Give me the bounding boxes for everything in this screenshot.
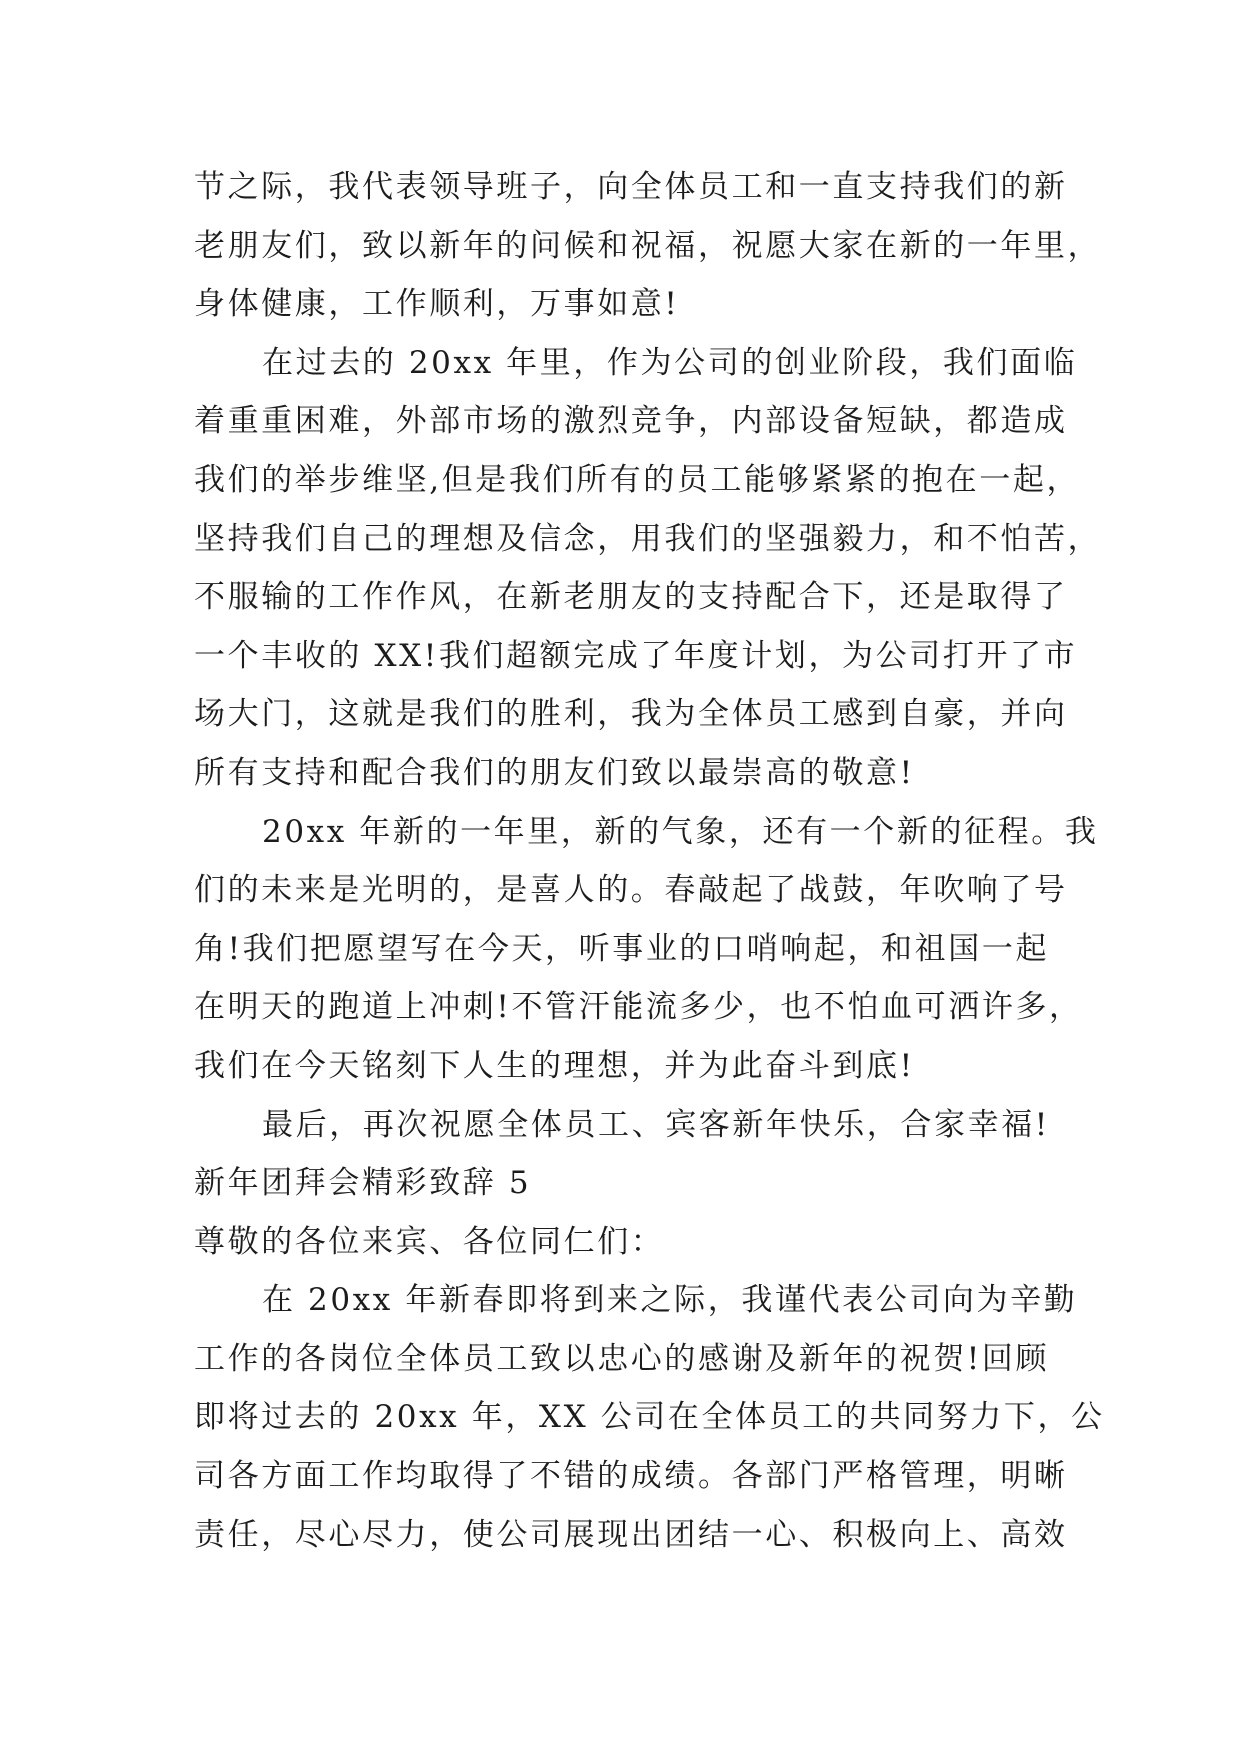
text-line: 场大门，这就是我们的胜利，我为全体员工感到自豪，并向 xyxy=(194,696,1068,733)
section-heading: 新年团拜会精彩致辞 5 xyxy=(194,1165,532,1202)
document-body xyxy=(194,158,1105,1564)
text-line: 我们在今天铭刻下人生的理想，并为此奋斗到底! xyxy=(194,1047,915,1084)
text-line: 在过去的 20xx 年里，作为公司的创业阶段，我们面临 xyxy=(262,344,1078,381)
text-line: 在明天的跑道上冲刺!不管汗能流多少，也不怕血可洒许多， xyxy=(194,989,1083,1026)
text-line: 着重重困难，外部市场的激烈竞争，内部设备短缺，都造成 xyxy=(194,403,1068,440)
text-line: 20xx 年新的一年里，新的气象，还有一个新的征程。我 xyxy=(262,813,1099,850)
text-line: 司各方面工作均取得了不错的成绩。各部门严格管理，明晰 xyxy=(194,1458,1068,1495)
text-line: 工作的各岗位全体员工致以忠心的感谢及新年的祝贺!回顾 xyxy=(194,1340,1050,1377)
text-line: 坚持我们自己的理想及信念，用我们的坚强毅力，和不怕苦， xyxy=(194,520,1102,557)
text-line: 角!我们把愿望写在今天，听事业的口哨响起，和祖国一起 xyxy=(194,930,1050,967)
text-line: 责任，尽心尽力，使公司展现出团结一心、积极向上、高效 xyxy=(194,1516,1068,1553)
salutation: 尊敬的各位来宾、各位同仁们： xyxy=(194,1223,665,1260)
text-line: 不服输的工作作风，在新老朋友的支持配合下，还是取得了 xyxy=(194,579,1068,616)
text-line: 一个丰收的 XX!我们超额完成了年度计划，为公司打开了市 xyxy=(194,637,1078,674)
text-line: 最后，再次祝愿全体员工、宾客新年快乐，合家幸福! xyxy=(262,1106,1050,1143)
text-line: 即将过去的 20xx 年，XX 公司在全体员工的共同努力下，公 xyxy=(194,1399,1105,1436)
text-line: 节之际，我代表领导班子，向全体员工和一直支持我们的新 xyxy=(194,169,1068,205)
text-line: 所有支持和配合我们的朋友们致以最崇高的敬意! xyxy=(194,754,915,791)
text-line: 老朋友们，致以新年的问候和祝福，祝愿大家在新的一年里， xyxy=(194,227,1102,264)
text-line: 在 20xx 年新春即将到来之际，我谨代表公司向为辛勤 xyxy=(262,1282,1078,1319)
text-line: 我们的举步维坚,但是我们所有的员工能够紧紧的抱在一起， xyxy=(194,461,1081,498)
text-line: 们的未来是光明的，是喜人的。春敲起了战鼓，年吹响了号 xyxy=(194,872,1068,909)
text-line: 身体健康，工作顺利，万事如意! xyxy=(194,286,680,323)
